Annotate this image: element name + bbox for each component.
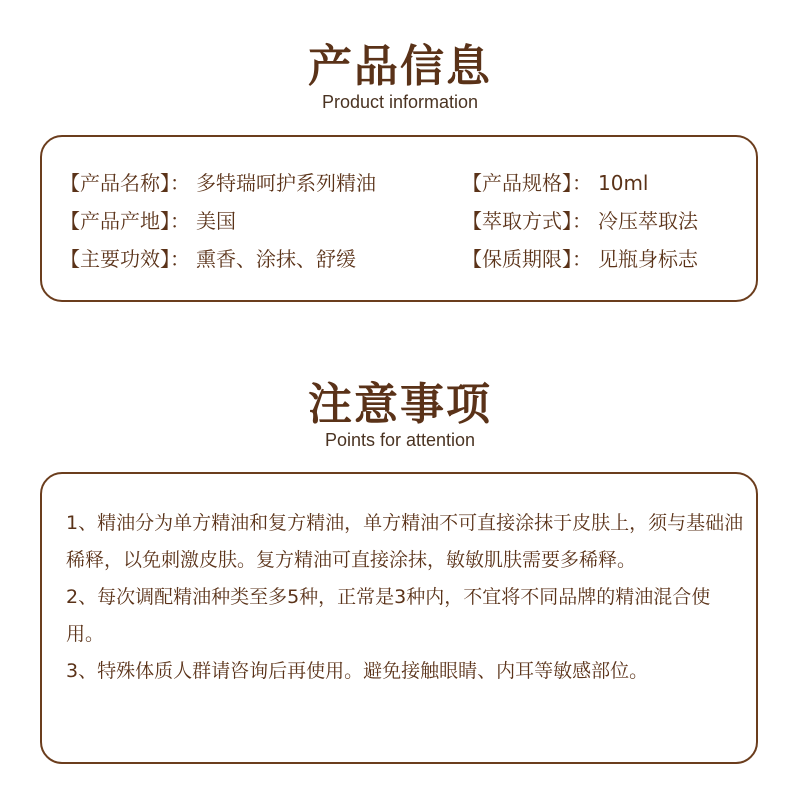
info-value: 见瓶身标志 (598, 247, 698, 271)
product-info-subtitle: Product information (321, 92, 479, 112)
info-row-effect (60, 243, 356, 272)
attention-item: 3、特殊体质人群请咨询后再使用。避免接触眼睛、内耳等敏感部位。 (66, 660, 649, 682)
info-value: 冷压萃取法 (598, 209, 698, 233)
info-row-origin (60, 205, 236, 234)
info-row-extraction (462, 205, 698, 234)
info-value: 多特瑞呵护系列精油 (196, 171, 376, 195)
attention-item: 1、精油分为单方精油和复方精油，单方精油不可直接涂抹于皮肤上，须与基础油稀释，以免刺激皮肤。复方精油可直接涂抹，敏敏肌肤需要多稀释。 (66, 512, 744, 571)
product-info-title: 产品信息 (308, 41, 492, 92)
info-label: 【产品名称】： (60, 171, 190, 195)
attention-title: 注意事项 (308, 379, 492, 430)
info-row-shelf-life (462, 243, 698, 272)
info-label: 【萃取方式】： (462, 209, 592, 233)
attention-card (40, 472, 758, 764)
info-value: 美国 (196, 209, 236, 233)
info-value: 熏香、涂抹、舒缓 (196, 247, 356, 271)
attention-subtitle: Points for attention (324, 430, 476, 450)
info-label: 【产品产地】： (60, 209, 190, 233)
product-info-card (40, 135, 758, 302)
info-label: 【产品规格】： (462, 171, 592, 195)
info-row-name (60, 167, 376, 196)
info-row-spec (462, 167, 649, 196)
info-label: 【保质期限】： (462, 247, 592, 271)
info-label: 【主要功效】： (60, 247, 190, 271)
info-value: 10ml (598, 171, 649, 195)
attention-list (66, 505, 746, 690)
attention-item: 2、每次调配精油种类至多5种，正常是3种内，不宜将不同品牌的精油混合使用。 (66, 586, 711, 645)
